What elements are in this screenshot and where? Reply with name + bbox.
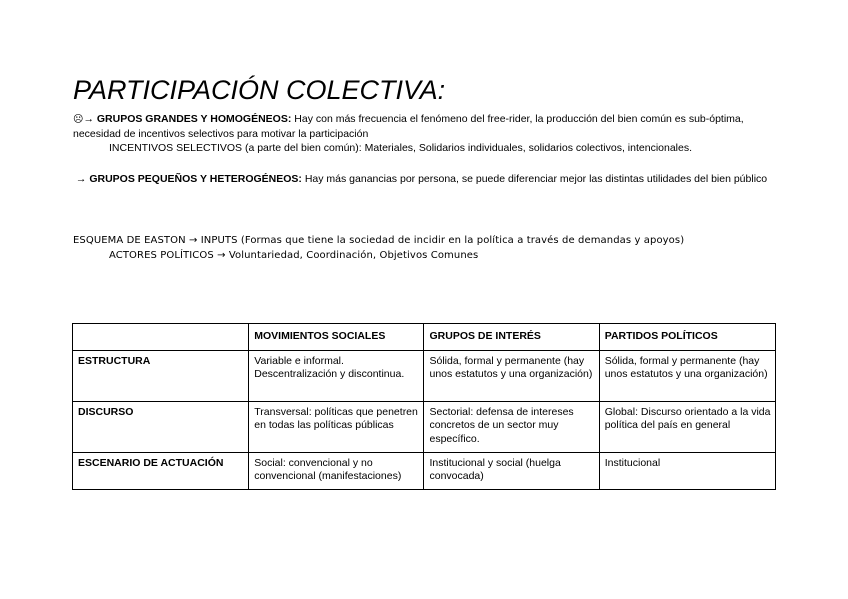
table-row xyxy=(73,401,776,452)
table-cell: Sólida, formal y permanente (hay unos estatutos y una organización) xyxy=(424,350,599,401)
table-cell: Social: convencional y no convencional (manifestaciones) xyxy=(249,452,424,489)
table-cell: Institucional xyxy=(599,452,775,489)
table-cell: Sólida, formal y permanente (hay unos estatutos y una organización) xyxy=(599,350,775,401)
large-groups-paragraph xyxy=(73,112,773,142)
table-header-row xyxy=(73,324,776,351)
large-groups-text: Hay con más frecuencia el fenómeno del free-rider, la producción del bien común es sub-óptima, necesidad de incentivos selectivos para motivar la participación xyxy=(73,113,744,140)
table-cell: Global: Discurso orientado a la vida política del país en general xyxy=(599,401,775,452)
row-label-estructura: ESTRUCTURA xyxy=(73,350,249,401)
small-groups-text: Hay más ganancias por persona, se puede diferenciar mejor las distintas utilidades del bien público xyxy=(304,173,768,185)
table-header-grupos: GRUPOS DE INTERÉS xyxy=(424,324,599,351)
political-actors-line: ACTORES POLÍTICOS → Voluntariedad, Coordinación, Objetivos Comunes xyxy=(109,250,479,261)
table-header-movimientos: MOVIMIENTOS SOCIALES xyxy=(249,324,424,351)
page-title: PARTICIPACIÓN COLECTIVA: xyxy=(73,75,446,105)
table-cell: Sectorial: defensa de intereses concretos de un sector muy específico. xyxy=(424,401,599,452)
table-header-partidos: PARTIDOS POLÍTICOS xyxy=(599,324,775,351)
table-cell: Transversal: políticas que penetren en todas las políticas públicas xyxy=(249,401,424,452)
table-cell: Institucional y social (huelga convocada) xyxy=(424,452,599,489)
arrow-glyph: → xyxy=(83,113,94,125)
sad-face-icon: ☹ xyxy=(73,114,84,125)
table-cell: Variable e informal. Descentralización y discontinua. xyxy=(249,350,424,401)
easton-scheme-line: ESQUEMA DE EASTON → INPUTS (Formas que tiene la sociedad de incidir en la política a través de demandas y apoyos) xyxy=(73,235,685,246)
arrow-glyph: → xyxy=(75,173,87,185)
table-row xyxy=(73,452,776,489)
selective-incentives-line: INCENTIVOS SELECTIVOS (a parte del bien común): Materiales, Solidarios individuales, solidarios colectivos, intencionales. xyxy=(109,142,693,154)
comparison-table xyxy=(72,323,776,490)
row-label-escenario: ESCENARIO DE ACTUACIÓN xyxy=(73,452,249,489)
small-groups-heading: GRUPOS PEQUEÑOS Y HETEROGÉNEOS: xyxy=(89,173,302,185)
small-groups-paragraph xyxy=(73,172,773,187)
table-row xyxy=(73,350,776,401)
row-label-discurso: DISCURSO xyxy=(73,401,249,452)
table-header-empty xyxy=(73,324,249,351)
large-groups-heading: GRUPOS GRANDES Y HOMOGÉNEOS: xyxy=(96,113,292,125)
